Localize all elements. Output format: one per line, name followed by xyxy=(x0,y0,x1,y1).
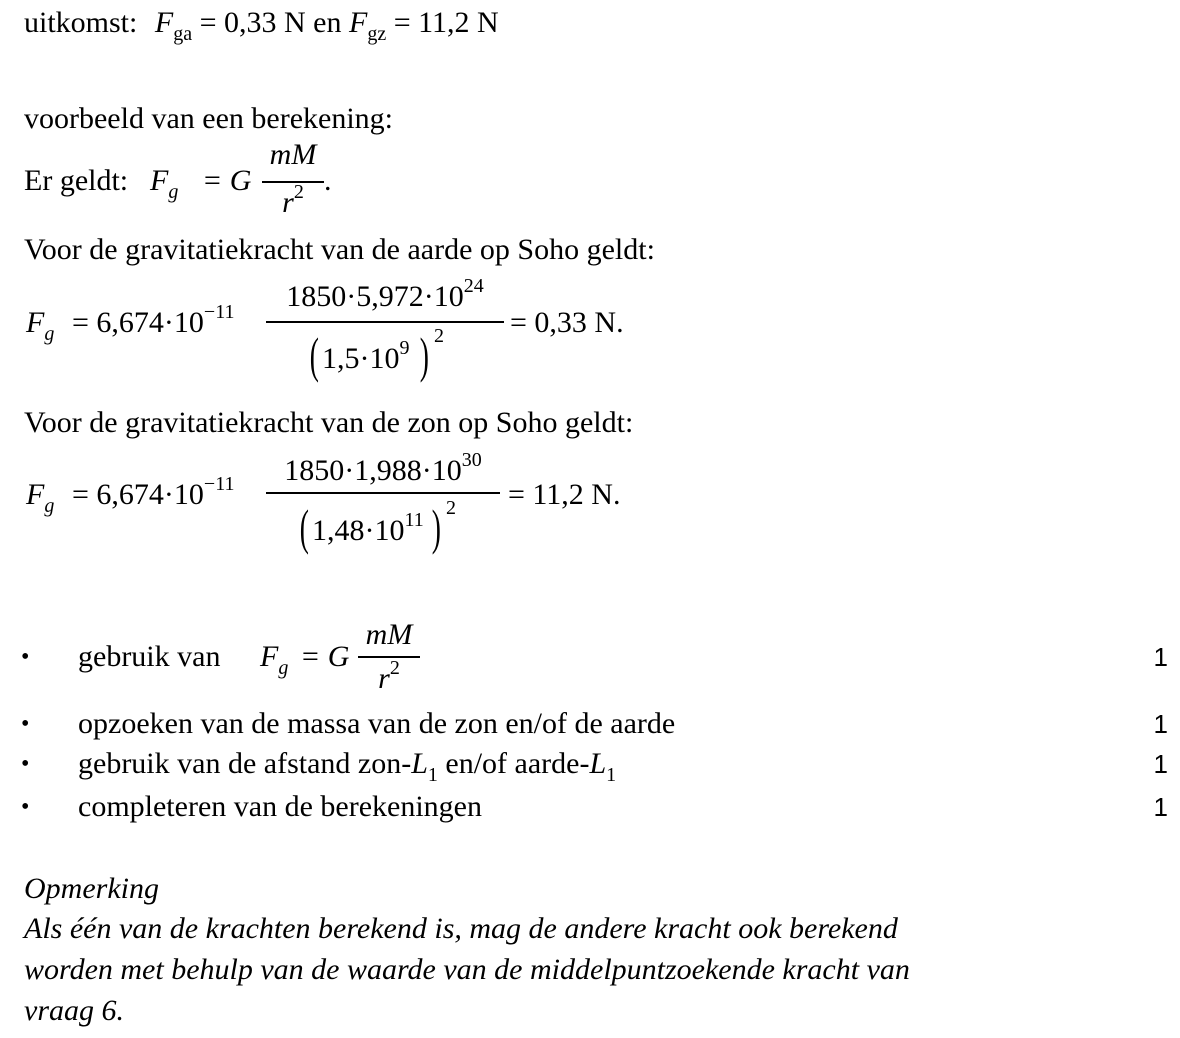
left-paren: ( xyxy=(309,327,319,383)
scoring-points: 1 xyxy=(1153,642,1168,672)
scoring-formula-numerator: mM xyxy=(365,618,413,651)
subscript-gz: gz xyxy=(367,23,387,45)
bullet: • xyxy=(21,644,30,670)
scoring-points: 1 xyxy=(1153,709,1168,739)
value-gz: = 11,2 N xyxy=(393,6,499,39)
formula-denominator: $r^2$ xyxy=(282,181,304,219)
scoring-item-2-text: opzoeken van de massa van de zon en/of de aarde xyxy=(78,707,676,740)
outcome-line xyxy=(24,6,499,45)
sun-result: = 11,2 N. xyxy=(508,478,621,511)
scoring-formula-lhs: $F_g$ xyxy=(260,640,289,679)
scoring-formula-denominator: $r^2$ xyxy=(378,657,400,695)
earth-numerator: $1850\cdot 5,972\cdot 10^{24}$ xyxy=(286,275,484,313)
earth-denominator: $1,5\cdot 10^9$ xyxy=(322,337,410,375)
sun-denominator-exponent: 2 xyxy=(446,497,456,519)
scoring-points: 1 xyxy=(1153,792,1168,822)
sun-lhs: $F_g$ xyxy=(26,478,55,517)
scoring-item-1-text: gebruik van xyxy=(78,640,221,673)
outcome-prefix: uitkomst: xyxy=(24,6,138,39)
formula-intro-prefix: Er geldt: xyxy=(24,164,129,197)
force-symbol: F xyxy=(154,6,174,39)
right-paren: ) xyxy=(431,499,441,555)
scoring-formula-eq-g: = G xyxy=(300,640,350,673)
fraction-bar xyxy=(262,181,324,183)
left-paren: ( xyxy=(299,499,309,555)
remark-heading: Opmerking xyxy=(24,872,159,905)
earth-result: = 0,33 N. xyxy=(510,306,624,339)
sun-denominator: $1,48\cdot 10^{11}$ xyxy=(312,509,424,547)
sun-coefficient: = $6,674\cdot 10^{-11}$ xyxy=(72,473,235,511)
subscript-ga: ga xyxy=(173,23,193,45)
formula-tail: . xyxy=(324,164,332,197)
scoring-item-3-text: gebruik van de afstand zon-$L_1$ en/of aarde-$L_1$ xyxy=(78,747,617,786)
sun-intro: Voor de gravitatiekracht van de zon op Soho geldt: xyxy=(24,406,634,439)
earth-fraction-bar xyxy=(266,321,504,323)
scoring-item-4-text: completeren van de berekeningen xyxy=(78,790,482,823)
example-heading: voorbeeld van een berekening: xyxy=(24,102,394,135)
right-paren: ) xyxy=(419,327,429,383)
scoring-points: 1 xyxy=(1153,749,1168,779)
bullet: • xyxy=(21,751,30,777)
earth-intro: Voor de gravitatiekracht van de aarde op Soho geldt: xyxy=(24,233,655,266)
earth-coefficient: = $6,674\cdot 10^{-11}$ xyxy=(72,301,235,339)
bullet: • xyxy=(21,794,30,820)
formula-numerator: mM xyxy=(269,138,317,171)
sun-numerator: $1850\cdot 1,988\cdot 10^{30}$ xyxy=(284,449,482,487)
force-symbol: F xyxy=(349,6,368,39)
remark-line: vraag 6. xyxy=(24,994,124,1027)
value-ga: = 0,33 N xyxy=(199,6,306,39)
sun-fraction-bar xyxy=(266,492,500,494)
earth-lhs: $F_g$ xyxy=(26,306,55,345)
remark-line: Als één van de krachten berekend is, mag de andere kracht ook berekend xyxy=(24,912,898,945)
earth-denominator-exponent: 2 xyxy=(434,325,444,347)
formula-lhs: $F_g$ xyxy=(150,164,179,203)
bullet: • xyxy=(21,711,30,737)
conjunction: en xyxy=(313,6,342,39)
remark-line: worden met behulp van de waarde van de middelpuntzoekende kracht van xyxy=(24,953,910,986)
formula-eq-g: = G xyxy=(202,164,252,197)
scoring-fraction-bar xyxy=(358,656,420,658)
